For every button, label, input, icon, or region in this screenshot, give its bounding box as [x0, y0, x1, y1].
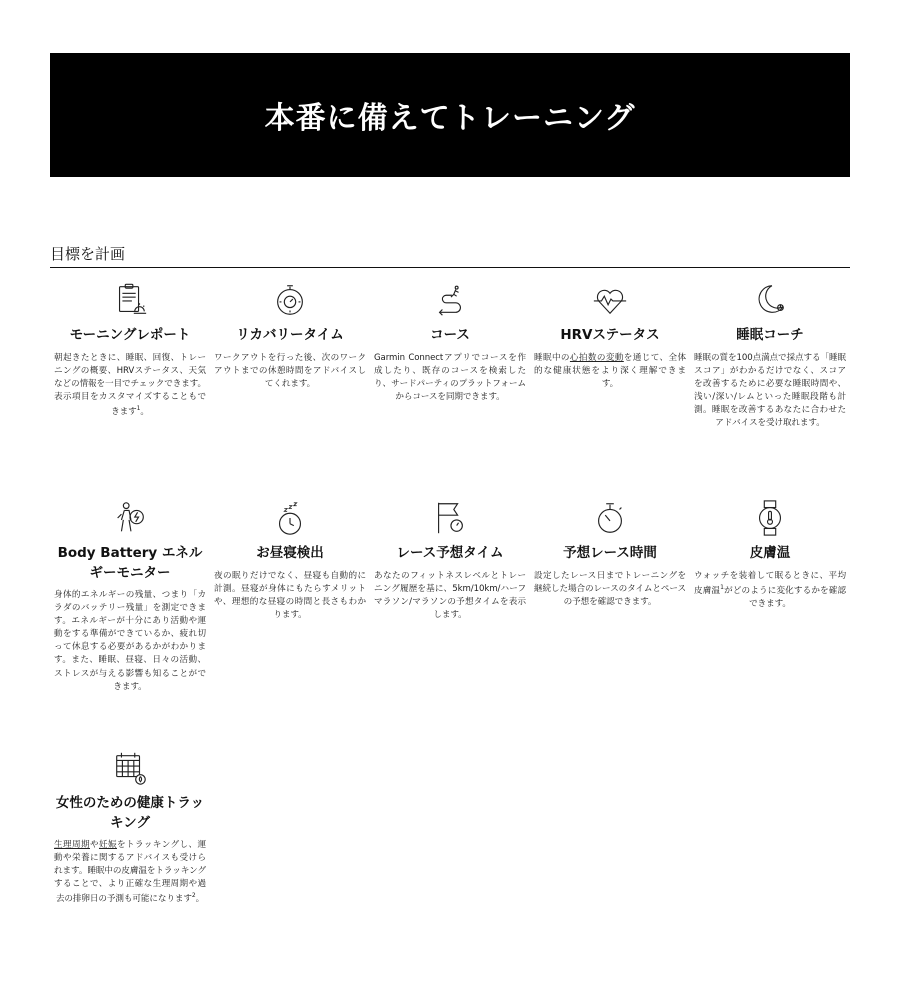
feature-description: 夜の眠りだけでなく、昼寝も自動的に計測。昼寝が身体にもたらすメリットや、理想的な昼寝の時間と長さもわかります。 — [214, 570, 366, 620]
feature-description: 生理周期や妊娠をトラッキングし、運動や栄養に関するアドバイスも受けられます。睡眠中の皮膚温をトラッキングすることで、より正確な生理周期や過去の排卵日の予測も可能になります$^2$。 — [54, 840, 206, 905]
skin-temperature-icon — [751, 499, 789, 537]
feature-description: ワークアウトを行った後、次のワークアウトまでの休憩時間をアドバイスしてくれます。 — [214, 352, 366, 389]
feature-title: お昼寝検出 — [256, 545, 324, 561]
sleep-coach-icon — [751, 281, 789, 319]
feature-sleep-coach — [690, 280, 850, 498]
race-predictor-icon — [431, 499, 469, 537]
feature-morning-report — [50, 280, 210, 498]
menstrual-cycle-link[interactable]: 生理周期 — [54, 840, 90, 851]
feature-course — [370, 280, 530, 498]
nap-detection-icon — [271, 499, 309, 537]
hero-banner — [50, 53, 850, 177]
morning-report-icon — [111, 281, 149, 319]
feature-recovery-time — [210, 280, 370, 498]
feature-skin-temperature — [690, 498, 850, 748]
feature-title: 女性のための健康トラッキング — [55, 795, 205, 831]
feature-description: 朝起きたときに、睡眠、回復、トレーニングの概要、HRVステータス、天気などの情報を一目でチェックできます。表示項目をカスタマイズすることもできます$^1$。 — [54, 352, 206, 417]
hrv-status-icon — [591, 281, 629, 319]
body-battery-icon — [111, 499, 149, 537]
feature-title: モーニングレポート — [69, 327, 191, 343]
pregnancy-link[interactable]: 妊娠 — [98, 840, 117, 851]
section-title: 目標を計画 — [50, 243, 850, 268]
feature-race-time — [530, 498, 690, 748]
stopwatch-icon — [591, 499, 629, 537]
feature-womens-health — [50, 748, 210, 996]
feature-description: Garmin Connectアプリでコースを作成したり、既存のコースを検索したり、サードパーティのプラットフォームからコースを同期できます。 — [374, 352, 526, 402]
heart-rate-variability-link[interactable]: 心拍数の変動 — [569, 352, 624, 363]
feature-title: レース予想タイム — [396, 545, 504, 561]
feature-race-predictor — [370, 498, 530, 748]
feature-description: 睡眠中の心拍数の変動を通じて、全体的な健康状態をより深く理解できます。 — [534, 352, 686, 389]
feature-hrv-status — [530, 280, 690, 498]
womens-health-icon — [111, 749, 149, 787]
feature-description: 身体的エネルギーの残量、つまり「カラダのバッテリー残量」を測定できます。エネルギーが十分にあり活動や運動をする準備ができているか、疲れ切って休息する必要があるかがわかります。また、睡眠、昼寝、日々の活動、ストレスが与える影響も知ることができます。 — [54, 590, 206, 692]
feature-description: あなたのフィットネスレベルとトレーニング履歴を基に、5km/10km/ハーフマラソン/マラソンの予想タイムを表示します。 — [374, 570, 526, 620]
features-grid — [50, 280, 850, 996]
feature-title: 予想レース時間 — [563, 545, 657, 561]
feature-title: 皮膚温 — [749, 545, 791, 561]
hero-title: 本番に備えてトレーニング — [264, 101, 636, 136]
feature-nap-detection — [210, 498, 370, 748]
feature-description: 設定したレース日までトレーニングを継続した場合のレースのタイムとペースの予想を確認できます。 — [534, 570, 686, 607]
feature-title: コース — [430, 327, 470, 343]
feature-title: 睡眠コーチ — [736, 327, 804, 343]
feature-description: ウォッチを装着して眠るときに、平均皮膚温$^1$がどのように変化するかを確認できます。 — [694, 570, 846, 609]
feature-title: Body Battery エネルギーモニター — [57, 545, 203, 581]
feature-body-battery — [50, 498, 210, 748]
course-icon — [431, 281, 469, 319]
recovery-time-icon — [271, 281, 309, 319]
feature-title: HRVステータス — [560, 327, 660, 343]
feature-description: 睡眠の質を100点満点で採点する「睡眠スコア」がわかるだけでなく、スコアを改善するために必要な睡眠時間や、浅い/深い/レムといった睡眠段階も計測。睡眠を改善するあなたに合わせたアドバイスを受け取れます。 — [694, 352, 847, 428]
feature-title: リカバリータイム — [236, 327, 344, 343]
